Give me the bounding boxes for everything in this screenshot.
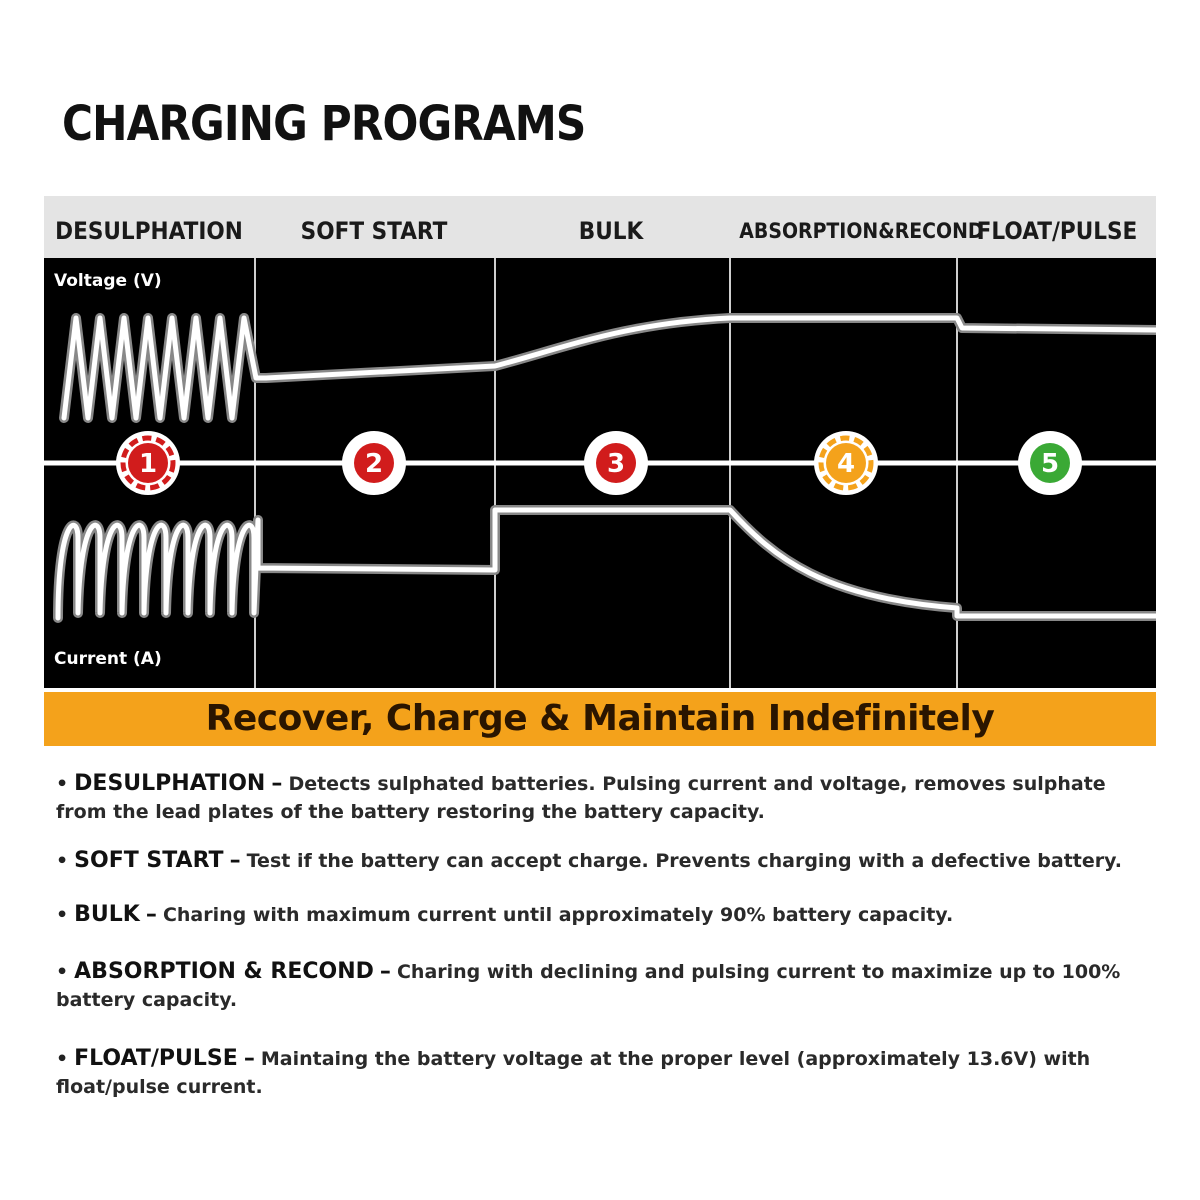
description-text: Maintaing the battery voltage at the proper level (approximately 13.6V) with float/pulse current. — [56, 1048, 1091, 1098]
stage-number: 3 — [606, 449, 626, 479]
voltage-axis-label: Voltage (V) — [54, 271, 162, 291]
slogan-text: Recover, Charge & Maintain Indefinitely — [205, 698, 995, 739]
stage-number: 1 — [138, 449, 158, 479]
slogan-banner — [44, 692, 1156, 746]
description-text: Detects sulphated batteries. Pulsing current and voltage, removes sulphate from the lead plates of the battery restoring the battery capacity. — [56, 773, 1106, 823]
description-separator: – — [379, 959, 391, 984]
bullet-icon: • — [56, 850, 69, 872]
description-float-pulse — [56, 1045, 1151, 1101]
voltage-curve — [64, 318, 1156, 418]
description-desulphation — [56, 770, 1151, 826]
stage-label-absorption-recond: ABSORPTION&RECOND — [739, 219, 984, 243]
stage-1-badge — [116, 431, 180, 495]
stage-3-badge — [584, 431, 648, 495]
description-text: Charing with maximum current until approximately 90% battery capacity. — [162, 904, 954, 926]
description-separator: – — [243, 1046, 255, 1071]
description-separator: – — [271, 771, 283, 796]
description-bulk — [56, 901, 1151, 929]
description-soft-start — [56, 847, 1151, 875]
description-term: BULK — [74, 902, 140, 927]
description-term: ABSORPTION & RECOND — [74, 959, 374, 984]
page-title: CHARGING PROGRAMS — [62, 96, 586, 152]
stage-label-bulk: BULK — [578, 217, 644, 245]
description-term: DESULPHATION — [74, 771, 266, 796]
stage-label-soft-start: SOFT START — [300, 217, 448, 245]
bullet-icon: • — [56, 904, 69, 926]
description-text: Test if the battery can accept charge. Prevents charging with a defective battery. — [246, 850, 1122, 872]
current-axis-label: Current (A) — [54, 649, 162, 669]
bullet-icon: • — [56, 1048, 69, 1070]
stage-label-desulphation: DESULPHATION — [55, 217, 243, 245]
description-absorption-recond — [56, 958, 1151, 1014]
description-separator: – — [229, 848, 241, 873]
bullet-icon: • — [56, 773, 69, 795]
bullet-icon: • — [56, 961, 69, 983]
stage-4-badge — [814, 431, 878, 495]
stage-5-badge — [1018, 431, 1082, 495]
stage-number: 5 — [1040, 449, 1060, 479]
charging-diagram-svg — [44, 258, 1156, 688]
stage-number: 4 — [836, 449, 856, 479]
description-text: Charing with declining and pulsing current to maximize up to 100% battery capacity. — [56, 961, 1121, 1011]
charging-diagram — [44, 258, 1156, 688]
description-term: FLOAT/PULSE — [74, 1046, 238, 1071]
description-term: SOFT START — [74, 848, 224, 873]
current-curve — [58, 510, 1156, 618]
stage-number: 2 — [364, 449, 384, 479]
stage-2-badge — [342, 431, 406, 495]
description-separator: – — [145, 902, 157, 927]
stage-label-float-pulse: FLOAT/PULSE — [976, 217, 1138, 245]
